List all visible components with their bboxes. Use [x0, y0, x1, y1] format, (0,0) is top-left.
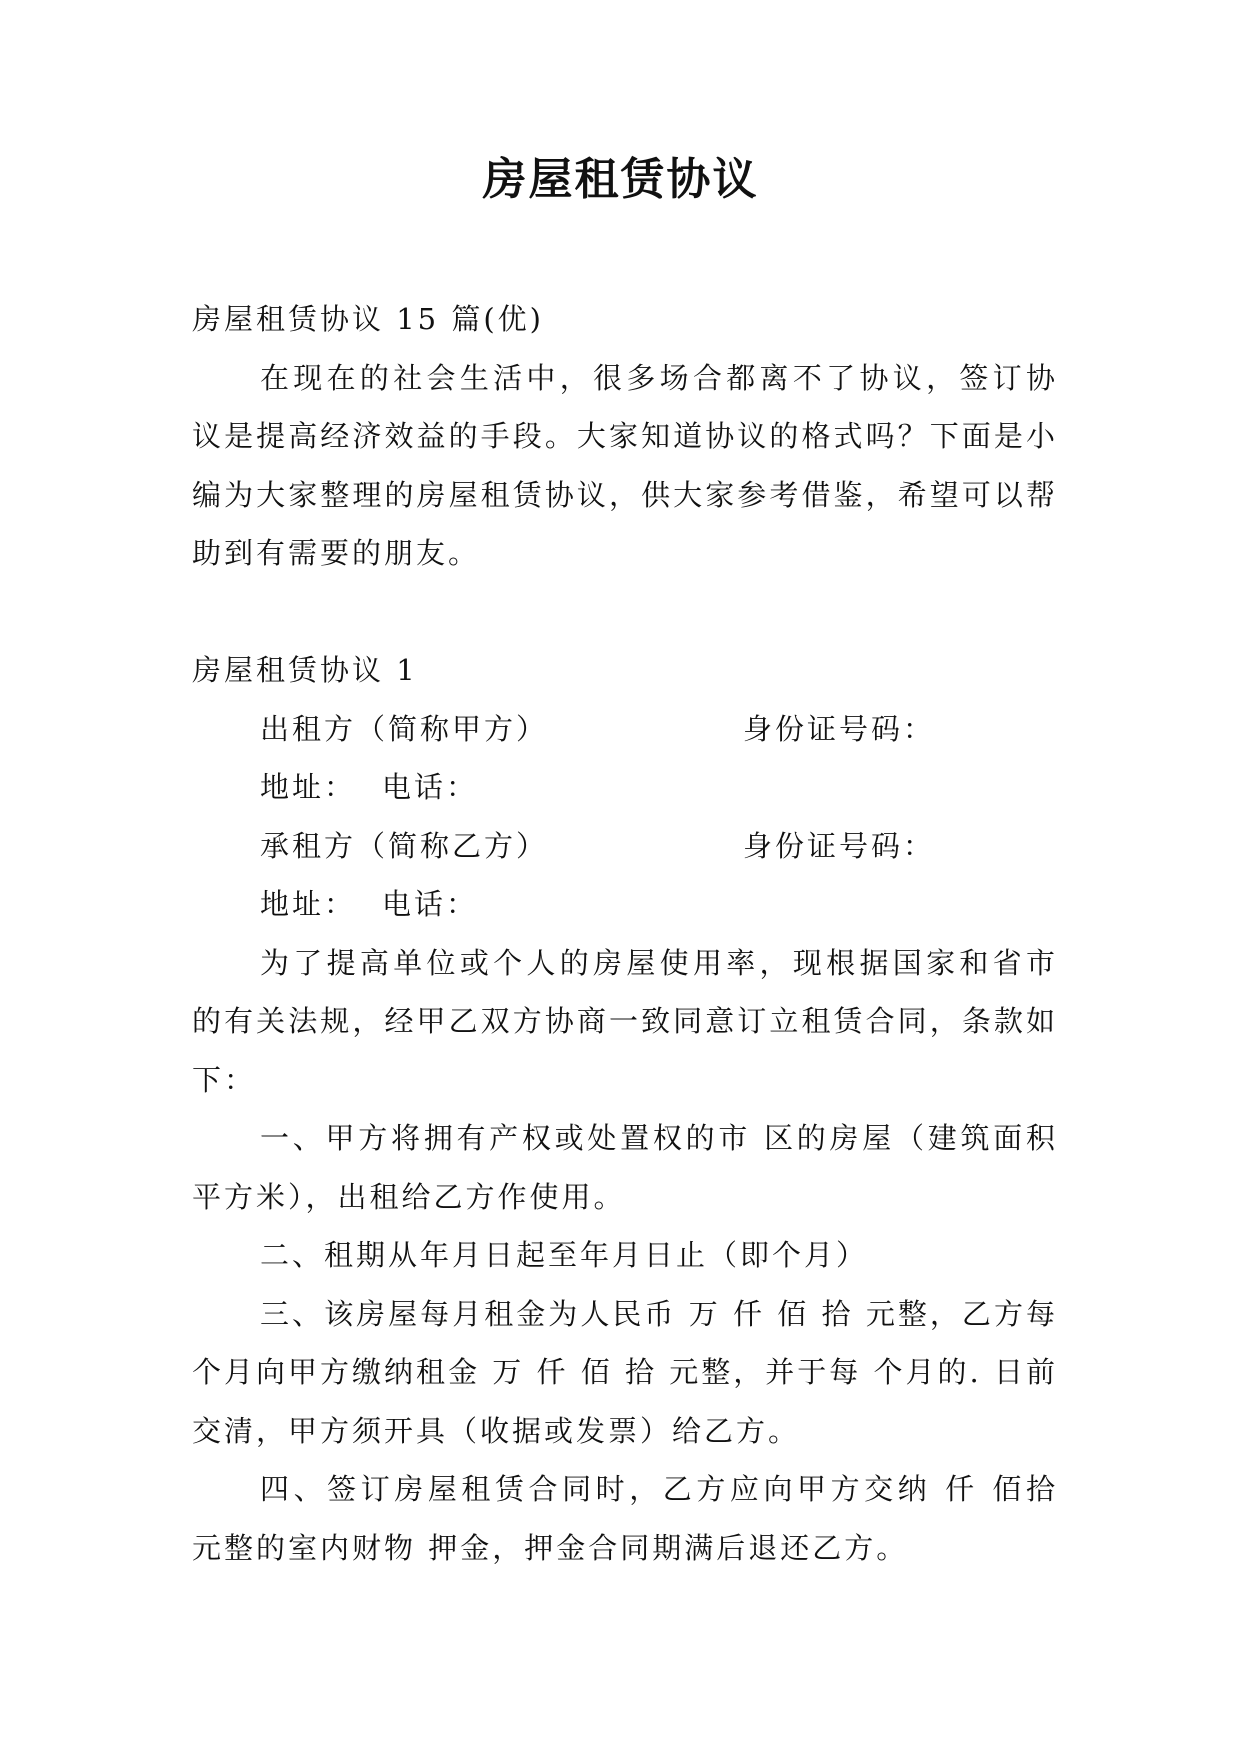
clause-1: 一、甲方将拥有产权或处置权的市 区的房屋（建筑面积 平方米），出租给乙方作使用。	[192, 1121, 1058, 1214]
party-a-row	[192, 700, 1058, 759]
clause-2: 二、租期从年月日起至年月日止（即个月）	[260, 1238, 869, 1272]
document-title: 房屋租赁协议	[482, 154, 759, 205]
document-subtitle: 房屋租赁协议 15 篇(优)	[192, 302, 544, 336]
party-a-contact-row	[192, 758, 1058, 817]
section-heading: 房屋租赁协议 1	[192, 653, 418, 687]
party-b-address-label: 地址：	[260, 887, 357, 921]
party-b-row	[192, 817, 1058, 876]
intro-paragraph: 在现在的社会生活中，很多场合都离不了协议，签订协议是提高经济效益的手段。大家知道协议的格式吗？下面是小编为大家整理的房屋租赁协议，供大家参考借鉴，希望可以帮助到有需要的朋友。	[192, 360, 1058, 570]
party-a-label: 出租方（简称甲方）	[260, 711, 549, 746]
clause-3: 三、该房屋每月租金为人民币 万 仟 佰 拾 元整，乙方每 个月向甲方缴纳租金 万 仟 佰 拾 元整，并于每 个月的. 日前交清，甲方须开具（收据或发票）给乙方。	[192, 1296, 1058, 1448]
party-a-address-label: 地址：	[260, 770, 357, 804]
party-b-contact-row	[192, 875, 1058, 934]
party-b-phone-label: 电话：	[382, 887, 479, 921]
preamble-paragraph: 为了提高单位或个人的房屋使用率，现根据国家和省市的有关法规，经甲乙双方协商一致同意订立租赁合同，条款如下：	[192, 945, 1058, 1097]
party-a-id-label: 身份证号码：	[743, 711, 936, 746]
party-b-label: 承租方（简称乙方）	[260, 828, 549, 863]
clause-4: 四、签订房屋租赁合同时，乙方应向甲方交纳 仟 佰拾 元整的室内财物 押金，押金合同期满后退还乙方。	[192, 1472, 1058, 1565]
party-a-phone-label: 电话：	[382, 770, 479, 804]
paragraph-gap	[192, 583, 1058, 642]
document-body	[192, 290, 1058, 1577]
party-b-id-label: 身份证号码：	[743, 828, 936, 863]
